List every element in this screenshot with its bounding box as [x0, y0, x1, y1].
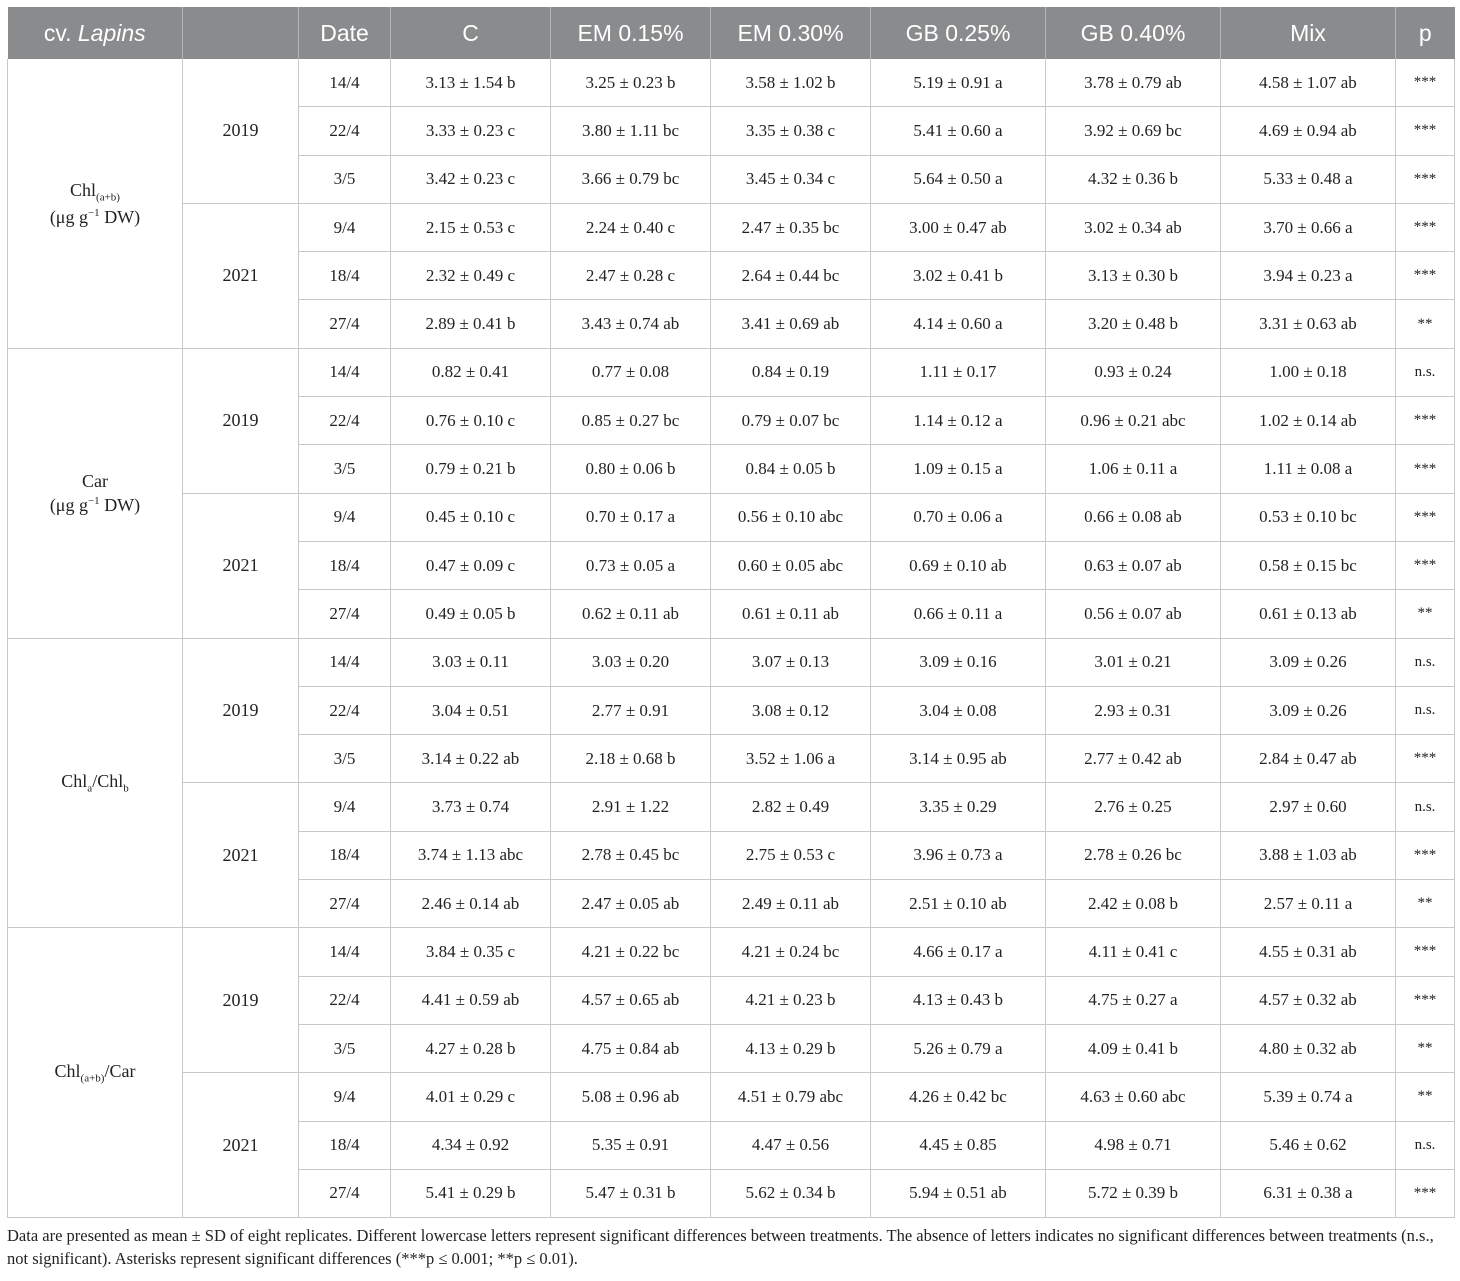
value-cell: 1.00 ± 0.18	[1221, 348, 1396, 396]
year-cell: 2021	[183, 783, 299, 928]
value-cell: 1.11 ± 0.17	[871, 348, 1046, 396]
value-cell: 4.09 ± 0.41 b	[1046, 1024, 1221, 1072]
table-row	[8, 59, 1455, 107]
value-cell: 3.01 ± 0.21	[1046, 638, 1221, 686]
value-cell: 5.33 ± 0.48 a	[1221, 155, 1396, 203]
value-cell: 3.14 ± 0.22 ab	[391, 735, 551, 783]
parameter-cell: Chl$_{(a+b)}$ (μg $g^{-1}$ DW)	[8, 59, 183, 348]
parameter-cell: Car (μg $g^{-1}$ DW)	[8, 348, 183, 638]
date-cell: 22/4	[299, 976, 391, 1024]
date-cell: 27/4	[299, 590, 391, 638]
p-cell: ***	[1396, 541, 1455, 589]
p-cell: n.s.	[1396, 638, 1455, 686]
value-cell: 3.66 ± 0.79 bc	[551, 155, 711, 203]
value-cell: 3.35 ± 0.29	[871, 783, 1046, 831]
value-cell: 4.26 ± 0.42 bc	[871, 1073, 1046, 1121]
value-cell: 4.13 ± 0.43 b	[871, 976, 1046, 1024]
date-cell: 14/4	[299, 638, 391, 686]
value-cell: 0.58 ± 0.15 bc	[1221, 541, 1396, 589]
p-cell: ***	[1396, 1169, 1455, 1217]
value-cell: 2.76 ± 0.25	[1046, 783, 1221, 831]
value-cell: 4.98 ± 0.71	[1046, 1121, 1221, 1169]
value-cell: 2.82 ± 0.49	[711, 783, 871, 831]
value-cell: 0.79 ± 0.21 b	[391, 445, 551, 493]
date-cell: 3/5	[299, 155, 391, 203]
value-cell: 0.77 ± 0.08	[551, 348, 711, 396]
treatment-header: GB 0.40%	[1046, 7, 1221, 59]
p-cell: ***	[1396, 155, 1455, 203]
value-cell: 3.52 ± 1.06 a	[711, 735, 871, 783]
value-cell: 0.69 ± 0.10 ab	[871, 541, 1046, 589]
value-cell: 4.13 ± 0.29 b	[711, 1024, 871, 1072]
p-cell: ***	[1396, 831, 1455, 879]
p-cell: ***	[1396, 252, 1455, 300]
p-header: p	[1396, 7, 1455, 59]
value-cell: 0.61 ± 0.11 ab	[711, 590, 871, 638]
value-cell: 2.91 ± 1.22	[551, 783, 711, 831]
value-cell: 3.33 ± 0.23 c	[391, 107, 551, 155]
value-cell: 0.49 ± 0.05 b	[391, 590, 551, 638]
year-cell: 2021	[183, 203, 299, 348]
date-cell: 27/4	[299, 300, 391, 348]
value-cell: 3.04 ± 0.08	[871, 686, 1046, 734]
value-cell: 3.14 ± 0.95 ab	[871, 735, 1046, 783]
value-cell: 1.09 ± 0.15 a	[871, 445, 1046, 493]
value-cell: 0.84 ± 0.05 b	[711, 445, 871, 493]
value-cell: 2.46 ± 0.14 ab	[391, 880, 551, 928]
value-cell: 2.78 ± 0.26 bc	[1046, 831, 1221, 879]
parameter-cell: Chl$_a$/Chl$_b$	[8, 638, 183, 928]
value-cell: 0.53 ± 0.10 bc	[1221, 493, 1396, 541]
table-row	[8, 928, 1455, 976]
value-cell: 5.47 ± 0.31 b	[551, 1169, 711, 1217]
value-cell: 0.70 ± 0.06 a	[871, 493, 1046, 541]
date-cell: 22/4	[299, 686, 391, 734]
parameter-cell: Chl$_{(a+b)}$/Car	[8, 928, 183, 1218]
value-cell: 3.92 ± 0.69 bc	[1046, 107, 1221, 155]
table-row	[8, 783, 1455, 831]
value-cell: 2.24 ± 0.40 c	[551, 203, 711, 251]
value-cell: 3.07 ± 0.13	[711, 638, 871, 686]
value-cell: 2.93 ± 0.31	[1046, 686, 1221, 734]
value-cell: 0.56 ± 0.07 ab	[1046, 590, 1221, 638]
treatment-header: GB 0.25%	[871, 7, 1046, 59]
date-cell: 14/4	[299, 928, 391, 976]
date-cell: 9/4	[299, 1073, 391, 1121]
table-row	[8, 638, 1455, 686]
value-cell: 0.82 ± 0.41	[391, 348, 551, 396]
value-cell: 0.62 ± 0.11 ab	[551, 590, 711, 638]
value-cell: 2.32 ± 0.49 c	[391, 252, 551, 300]
value-cell: 0.70 ± 0.17 a	[551, 493, 711, 541]
value-cell: 3.88 ± 1.03 ab	[1221, 831, 1396, 879]
value-cell: 2.84 ± 0.47 ab	[1221, 735, 1396, 783]
p-cell: ***	[1396, 445, 1455, 493]
value-cell: 2.75 ± 0.53 c	[711, 831, 871, 879]
cultivar-header: cv. Lapins	[8, 7, 183, 59]
value-cell: 5.94 ± 0.51 ab	[871, 1169, 1046, 1217]
value-cell: 3.41 ± 0.69 ab	[711, 300, 871, 348]
value-cell: 3.09 ± 0.26	[1221, 686, 1396, 734]
value-cell: 4.47 ± 0.56	[711, 1121, 871, 1169]
date-cell: 9/4	[299, 493, 391, 541]
date-cell: 22/4	[299, 107, 391, 155]
value-cell: 3.09 ± 0.26	[1221, 638, 1396, 686]
table-row	[8, 348, 1455, 396]
value-cell: 4.69 ± 0.94 ab	[1221, 107, 1396, 155]
value-cell: 3.13 ± 0.30 b	[1046, 252, 1221, 300]
value-cell: 5.39 ± 0.74 a	[1221, 1073, 1396, 1121]
year-cell: 2021	[183, 493, 299, 638]
value-cell: 5.46 ± 0.62	[1221, 1121, 1396, 1169]
value-cell: 2.57 ± 0.11 a	[1221, 880, 1396, 928]
value-cell: 3.35 ± 0.38 c	[711, 107, 871, 155]
date-cell: 18/4	[299, 252, 391, 300]
value-cell: 0.73 ± 0.05 a	[551, 541, 711, 589]
value-cell: 5.19 ± 0.91 a	[871, 59, 1046, 107]
value-cell: 0.66 ± 0.11 a	[871, 590, 1046, 638]
p-cell: n.s.	[1396, 1121, 1455, 1169]
value-cell: 3.80 ± 1.11 bc	[551, 107, 711, 155]
value-cell: 4.58 ± 1.07 ab	[1221, 59, 1396, 107]
table-container	[7, 7, 1454, 1270]
date-cell: 14/4	[299, 348, 391, 396]
value-cell: 4.75 ± 0.27 a	[1046, 976, 1221, 1024]
value-cell: 4.51 ± 0.79 abc	[711, 1073, 871, 1121]
date-cell: 14/4	[299, 59, 391, 107]
value-cell: 3.78 ± 0.79 ab	[1046, 59, 1221, 107]
value-cell: 3.58 ± 1.02 b	[711, 59, 871, 107]
value-cell: 5.41 ± 0.29 b	[391, 1169, 551, 1217]
value-cell: 0.61 ± 0.13 ab	[1221, 590, 1396, 638]
value-cell: 0.60 ± 0.05 abc	[711, 541, 871, 589]
value-cell: 6.31 ± 0.38 a	[1221, 1169, 1396, 1217]
p-cell: n.s.	[1396, 686, 1455, 734]
value-cell: 2.47 ± 0.35 bc	[711, 203, 871, 251]
value-cell: 4.32 ± 0.36 b	[1046, 155, 1221, 203]
value-cell: 0.79 ± 0.07 bc	[711, 397, 871, 445]
value-cell: 1.06 ± 0.11 a	[1046, 445, 1221, 493]
p-cell: ***	[1396, 493, 1455, 541]
year-cell: 2019	[183, 348, 299, 493]
value-cell: 4.34 ± 0.92	[391, 1121, 551, 1169]
value-cell: 2.51 ± 0.10 ab	[871, 880, 1046, 928]
value-cell: 3.42 ± 0.23 c	[391, 155, 551, 203]
value-cell: 4.21 ± 0.24 bc	[711, 928, 871, 976]
value-cell: 5.26 ± 0.79 a	[871, 1024, 1046, 1072]
value-cell: 2.64 ± 0.44 bc	[711, 252, 871, 300]
value-cell: 4.66 ± 0.17 a	[871, 928, 1046, 976]
value-cell: 3.96 ± 0.73 a	[871, 831, 1046, 879]
value-cell: 4.21 ± 0.23 b	[711, 976, 871, 1024]
date-cell: 27/4	[299, 1169, 391, 1217]
table-row	[8, 1073, 1455, 1121]
treatment-header: Mix	[1221, 7, 1396, 59]
value-cell: 4.27 ± 0.28 b	[391, 1024, 551, 1072]
value-cell: 4.41 ± 0.59 ab	[391, 976, 551, 1024]
value-cell: 2.78 ± 0.45 bc	[551, 831, 711, 879]
value-cell: 3.73 ± 0.74	[391, 783, 551, 831]
value-cell: 3.25 ± 0.23 b	[551, 59, 711, 107]
value-cell: 3.03 ± 0.20	[551, 638, 711, 686]
year-header	[183, 7, 299, 59]
value-cell: 4.45 ± 0.85	[871, 1121, 1046, 1169]
value-cell: 0.84 ± 0.19	[711, 348, 871, 396]
value-cell: 0.56 ± 0.10 abc	[711, 493, 871, 541]
value-cell: 3.08 ± 0.12	[711, 686, 871, 734]
value-cell: 2.97 ± 0.60	[1221, 783, 1396, 831]
value-cell: 4.01 ± 0.29 c	[391, 1073, 551, 1121]
value-cell: 0.76 ± 0.10 c	[391, 397, 551, 445]
date-cell: 22/4	[299, 397, 391, 445]
p-cell: ***	[1396, 203, 1455, 251]
value-cell: 0.47 ± 0.09 c	[391, 541, 551, 589]
year-cell: 2021	[183, 1073, 299, 1218]
treatment-header: EM 0.30%	[711, 7, 871, 59]
value-cell: 3.94 ± 0.23 a	[1221, 252, 1396, 300]
value-cell: 5.72 ± 0.39 b	[1046, 1169, 1221, 1217]
year-cell: 2019	[183, 638, 299, 783]
p-cell: ***	[1396, 735, 1455, 783]
value-cell: 2.47 ± 0.28 c	[551, 252, 711, 300]
value-cell: 4.75 ± 0.84 ab	[551, 1024, 711, 1072]
date-cell: 3/5	[299, 1024, 391, 1072]
date-cell: 9/4	[299, 783, 391, 831]
value-cell: 0.85 ± 0.27 bc	[551, 397, 711, 445]
value-cell: 4.14 ± 0.60 a	[871, 300, 1046, 348]
value-cell: 0.45 ± 0.10 c	[391, 493, 551, 541]
value-cell: 3.03 ± 0.11	[391, 638, 551, 686]
value-cell: 2.77 ± 0.42 ab	[1046, 735, 1221, 783]
value-cell: 3.74 ± 1.13 abc	[391, 831, 551, 879]
p-cell: n.s.	[1396, 783, 1455, 831]
table-body	[8, 59, 1455, 1218]
table-row	[8, 493, 1455, 541]
p-cell: ***	[1396, 397, 1455, 445]
value-cell: 0.96 ± 0.21 abc	[1046, 397, 1221, 445]
value-cell: 1.02 ± 0.14 ab	[1221, 397, 1396, 445]
value-cell: 3.43 ± 0.74 ab	[551, 300, 711, 348]
p-cell: **	[1396, 1073, 1455, 1121]
value-cell: 3.31 ± 0.63 ab	[1221, 300, 1396, 348]
value-cell: 2.47 ± 0.05 ab	[551, 880, 711, 928]
value-cell: 4.63 ± 0.60 abc	[1046, 1073, 1221, 1121]
date-cell: 18/4	[299, 831, 391, 879]
value-cell: 3.13 ± 1.54 b	[391, 59, 551, 107]
p-cell: ***	[1396, 928, 1455, 976]
value-cell: 3.70 ± 0.66 a	[1221, 203, 1396, 251]
value-cell: 2.42 ± 0.08 b	[1046, 880, 1221, 928]
value-cell: 0.66 ± 0.08 ab	[1046, 493, 1221, 541]
p-cell: ***	[1396, 976, 1455, 1024]
value-cell: 4.80 ± 0.32 ab	[1221, 1024, 1396, 1072]
data-table	[7, 7, 1455, 1218]
date-header: Date	[299, 7, 391, 59]
date-cell: 18/4	[299, 541, 391, 589]
value-cell: 3.00 ± 0.47 ab	[871, 203, 1046, 251]
value-cell: 1.11 ± 0.08 a	[1221, 445, 1396, 493]
p-cell: **	[1396, 880, 1455, 928]
p-cell: **	[1396, 1024, 1455, 1072]
p-cell: n.s.	[1396, 348, 1455, 396]
p-cell: **	[1396, 300, 1455, 348]
footnote: Data are presented as mean ± SD of eight replicates. Different lowercase letters represent significant differences between treatments. The absence of letters indicates no significant differences between treatments (n.s., not significant). Asterisks represent significant differences (***p ≤ 0.001; **p ≤ 0.01).	[7, 1226, 1434, 1269]
header-row	[8, 7, 1455, 59]
value-cell: 4.55 ± 0.31 ab	[1221, 928, 1396, 976]
value-cell: 1.14 ± 0.12 a	[871, 397, 1046, 445]
value-cell: 3.09 ± 0.16	[871, 638, 1046, 686]
value-cell: 4.57 ± 0.65 ab	[551, 976, 711, 1024]
value-cell: 5.41 ± 0.60 a	[871, 107, 1046, 155]
value-cell: 3.04 ± 0.51	[391, 686, 551, 734]
date-cell: 3/5	[299, 445, 391, 493]
date-cell: 27/4	[299, 880, 391, 928]
year-cell: 2019	[183, 59, 299, 203]
value-cell: 3.45 ± 0.34 c	[711, 155, 871, 203]
value-cell: 3.20 ± 0.48 b	[1046, 300, 1221, 348]
value-cell: 3.02 ± 0.34 ab	[1046, 203, 1221, 251]
value-cell: 2.15 ± 0.53 c	[391, 203, 551, 251]
value-cell: 0.63 ± 0.07 ab	[1046, 541, 1221, 589]
p-cell: **	[1396, 590, 1455, 638]
table-row	[8, 203, 1455, 251]
p-cell: ***	[1396, 59, 1455, 107]
value-cell: 2.89 ± 0.41 b	[391, 300, 551, 348]
date-cell: 3/5	[299, 735, 391, 783]
value-cell: 2.49 ± 0.11 ab	[711, 880, 871, 928]
value-cell: 5.64 ± 0.50 a	[871, 155, 1046, 203]
p-cell: ***	[1396, 107, 1455, 155]
value-cell: 0.93 ± 0.24	[1046, 348, 1221, 396]
value-cell: 4.21 ± 0.22 bc	[551, 928, 711, 976]
value-cell: 3.84 ± 0.35 c	[391, 928, 551, 976]
value-cell: 2.18 ± 0.68 b	[551, 735, 711, 783]
value-cell: 5.62 ± 0.34 b	[711, 1169, 871, 1217]
year-cell: 2019	[183, 928, 299, 1073]
date-cell: 9/4	[299, 203, 391, 251]
value-cell: 5.35 ± 0.91	[551, 1121, 711, 1169]
value-cell: 2.77 ± 0.91	[551, 686, 711, 734]
value-cell: 5.08 ± 0.96 ab	[551, 1073, 711, 1121]
treatment-header: EM 0.15%	[551, 7, 711, 59]
treatment-header: C	[391, 7, 551, 59]
value-cell: 4.57 ± 0.32 ab	[1221, 976, 1396, 1024]
date-cell: 18/4	[299, 1121, 391, 1169]
value-cell: 0.80 ± 0.06 b	[551, 445, 711, 493]
value-cell: 3.02 ± 0.41 b	[871, 252, 1046, 300]
value-cell: 4.11 ± 0.41 c	[1046, 928, 1221, 976]
